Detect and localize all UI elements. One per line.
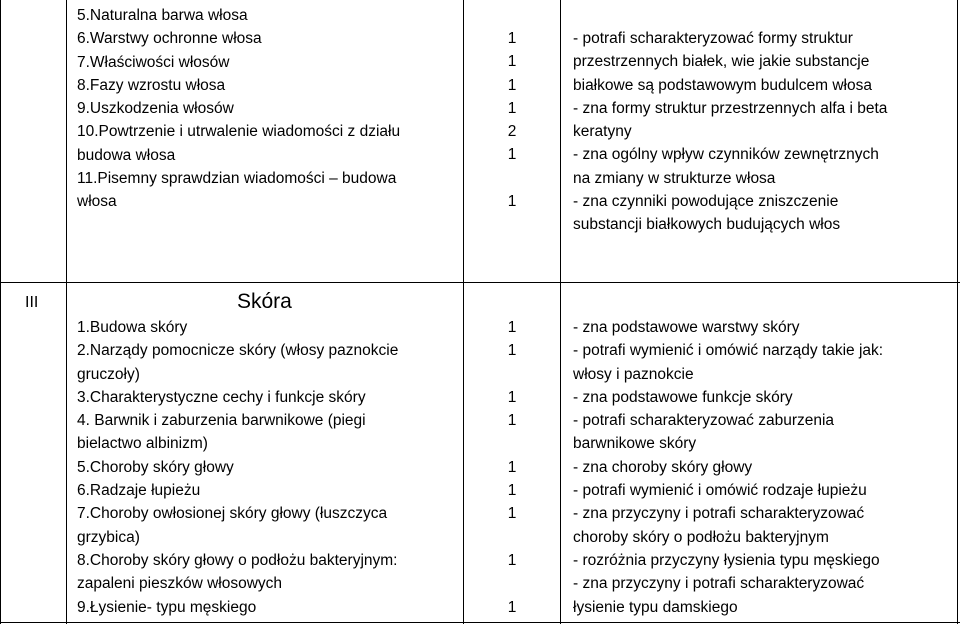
section3-outcomes <box>573 316 883 619</box>
topic-item: 5.Naturalna barwa włosa <box>77 7 248 24</box>
hours-value <box>492 363 532 386</box>
topic-item: 6.Radzaje łupieżu <box>77 482 201 500</box>
topic-item: budowa włosa <box>77 146 176 164</box>
hours-value: 1 <box>507 458 517 476</box>
topic-item: 8.Choroby skóry głowy o podłożu bakteryjnym: <box>77 551 398 569</box>
outcome-item: - rozróżnia przyczyny łysienia typu męskiego <box>573 551 880 569</box>
outcome-item: na zmiany w strukturze włosa <box>573 169 776 187</box>
hours-value: 1 <box>507 388 517 406</box>
outcome-item: - zna czynniki powodujące zniszczenie <box>573 193 839 211</box>
topic-item: gruczoły) <box>77 365 140 383</box>
topic-item: 11.Pisemny sprawdzian wiadomości – budowa <box>77 170 397 188</box>
hours-value <box>492 526 532 549</box>
hours-value: 1 <box>507 193 517 211</box>
outcome-item: - zna podstawowe warstwy skóry <box>573 319 800 336</box>
hours-value <box>492 572 532 595</box>
outcome-item: - zna formy struktur przestrzennych alfa i beta <box>573 99 888 117</box>
outcome-item: barwnikowe skóry <box>573 435 697 453</box>
table-row-divider <box>0 282 960 283</box>
outcome-item: przestrzennych białek, wie jakie substancje <box>573 53 870 71</box>
topic-item: 3.Charakterystyczne cechy i funkcje skóry <box>77 388 366 406</box>
topic-item: 1.Budowa skóry <box>77 319 188 336</box>
section2-hours <box>492 27 532 213</box>
table-column-divider-1 <box>66 0 67 624</box>
hours-value <box>492 167 532 190</box>
hours-value: 1 <box>507 146 517 164</box>
hours-value: 1 <box>507 76 517 94</box>
hours-value: 1 <box>507 53 517 71</box>
outcome-item: białkowe są podstawowym budulcem włosa <box>573 76 872 94</box>
outcome-item: - potrafi scharakteryzować formy struktur <box>573 30 853 47</box>
topic-item: 2.Narządy pomocnicze skóry (włosy paznokcie <box>77 342 399 360</box>
outcome-item: - potrafi scharakteryzować zaburzenia <box>573 412 835 430</box>
hours-value: 1 <box>507 30 517 47</box>
outcome-item: - zna choroby skóry głowy <box>573 458 753 476</box>
outcome-item: substancji białkowych budujących włos <box>573 216 841 234</box>
hours-value: 1 <box>507 505 517 523</box>
section-number: III <box>25 294 39 311</box>
topic-item: 9.Łysienie- typu męskiego <box>77 598 257 616</box>
topic-item: włosa <box>77 193 117 211</box>
hours-value: 2 <box>507 123 517 141</box>
outcome-item: - potrafi wymienić i omówić rodzaje łupieżu <box>573 482 867 500</box>
hours-value: 1 <box>507 99 517 117</box>
topic-item: 8.Fazy wzrostu włosa <box>77 76 226 94</box>
section3-topics <box>77 316 398 619</box>
topic-item: zapaleni pieszków włosowych <box>77 575 283 593</box>
topic-item: grzybica) <box>77 528 140 546</box>
section2-outcomes <box>573 27 887 237</box>
outcome-item: łysienie typu damskiego <box>573 598 738 616</box>
table-border-bottom <box>0 622 960 623</box>
table-border-left <box>0 0 1 624</box>
topic-item: 7.Właściwości włosów <box>77 53 230 71</box>
outcome-item: - zna ogólny wpływ czynników zewnętrznych <box>573 146 879 164</box>
hours-value <box>492 432 532 455</box>
section-heading: Skóra <box>237 290 292 313</box>
table-column-divider-2 <box>463 0 464 624</box>
hours-value: 1 <box>507 482 517 500</box>
outcome-item: - zna przyczyny i potrafi scharakteryzować <box>573 575 865 593</box>
outcome-item: - zna przyczyny i potrafi scharakteryzować <box>573 505 865 523</box>
topic-item: 7.Choroby owłosionej skóry głowy (łuszczyca <box>77 505 388 523</box>
topic-item: bielactwo albinizm) <box>77 435 208 453</box>
outcome-item: choroby skóry o podłożu bakteryjnym <box>573 528 829 546</box>
hours-value: 1 <box>507 598 517 616</box>
table-column-divider-3 <box>560 0 561 624</box>
outcome-item: keratyny <box>573 123 632 141</box>
outcome-item: - potrafi wymienić i omówić narządy takie jak: <box>573 342 884 360</box>
hours-value: 1 <box>507 412 517 430</box>
topic-item: 9.Uszkodzenia włosów <box>77 100 234 118</box>
hours-value: 1 <box>507 551 517 569</box>
topic-item: 6.Warstwy ochronne włosa <box>77 30 262 48</box>
hours-value: 1 <box>507 342 517 360</box>
table-border-right <box>957 0 958 624</box>
outcome-item: włosy i paznokcie <box>573 365 694 383</box>
hours-value: 1 <box>507 319 517 336</box>
topic-item: 5.Choroby skóry głowy <box>77 458 234 476</box>
topic-item: 4. Barwnik i zaburzenia barwnikowe (piegi <box>77 412 366 430</box>
outcome-item: - zna podstawowe funkcje skóry <box>573 388 793 406</box>
section3-hours <box>492 316 532 619</box>
section2-topics <box>77 4 400 214</box>
topic-item: 10.Powtrzenie i utrwalenie wiadomości z działu <box>77 123 401 141</box>
